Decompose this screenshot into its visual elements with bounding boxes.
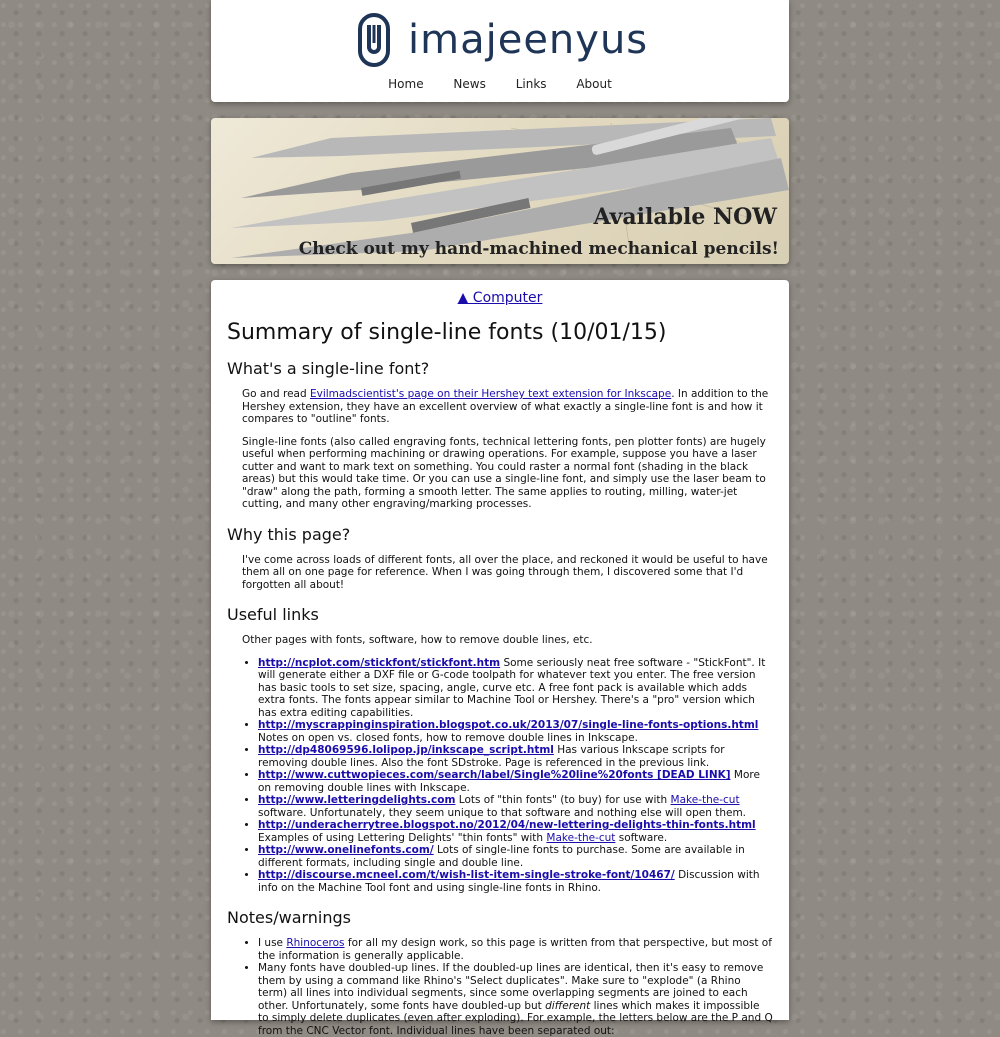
banner-subtitle: Check out my hand-machined mechanical pencils!	[298, 239, 779, 259]
text: Examples of using Lettering Delights' "thin fonts" with	[258, 831, 547, 844]
link-url[interactable]: http://ncplot.com/stickfont/stickfont.htm	[258, 656, 501, 669]
text: Has various Inkscape scripts for removing double lines. Also the font SDstroke. Page is referenced in the previous link.	[258, 744, 725, 769]
text: software. Unfortunately, they seem unique to that software and nothing else will open them.	[258, 806, 747, 819]
text: I use	[258, 937, 287, 949]
link-url[interactable]: http://www.cuttwopieces.com/search/label/Single%20line%20fonts [DEAD LINK]	[258, 769, 731, 781]
text: Discussion with info on the Machine Tool font and using single-line fonts in Rhino.	[258, 869, 760, 894]
text: Some seriously neat free software - "StickFont". It will generate either a DXF file or G-code toolpath for whatever text you enter. The free version has basic tools to set size, spacing, angle, curve etc. A free font pack is available which adds extra fonts. The fonts appear similar to Machine Tool or Hershey. There's a "pro" version which has extra editing capabilities.	[258, 656, 766, 719]
logo-text: imajeenyus	[408, 17, 649, 63]
main-content	[211, 280, 789, 1037]
text: Notes on open vs. closed fonts, how to remove double lines in Inkscape.	[258, 731, 638, 744]
make-the-cut-link[interactable]: Make-the-cut	[670, 794, 740, 806]
link-url[interactable]: http://underacherrytree.blogspot.no/2012/04/new-lettering-delights-thin-fonts.html	[258, 819, 756, 831]
paragraph: Single-line fonts (also called engraving fonts, technical lettering fonts, pen plotter fonts) are hugely useful when performing machining or drawing operations. For example, suppose you have a laser cutter and want to mark text on something. You could raster a normal font (shading in the black areas) but this would take time. Or you can use a single-line font, and simply use the laser beam to "draw" along the path, forming a smooth letter. The same applies to routing, milling, water-jet cutting, and many other engraving/marking processes.	[242, 435, 766, 510]
site-header	[211, 0, 789, 102]
main-nav	[211, 77, 789, 91]
section-heading: Notes/warnings	[227, 908, 352, 927]
paragraph: I've come across loads of different fonts, all over the place, and reckoned it would be useful to have them all on one page for reference. When I was going through them, I discovered some that I'd forgotten all about!	[242, 553, 768, 591]
text: . In addition to the Hershey extension, they have an excellent overview of what exactly a single-line font is and how it compares to "outline" fonts.	[242, 388, 769, 425]
text: software.	[615, 831, 668, 844]
list-item	[258, 844, 773, 869]
notes-list	[242, 937, 773, 1037]
nav-links[interactable]: Links	[515, 77, 547, 91]
text: Go and read	[242, 388, 310, 400]
nav-about[interactable]: About	[576, 77, 612, 91]
list-item	[258, 769, 773, 794]
page-title: Summary of single-line fonts (10/01/15)	[227, 320, 667, 345]
up-computer-link[interactable]: ▲ Computer	[457, 290, 543, 306]
parent-breadcrumb	[211, 290, 789, 306]
logo-icon	[358, 13, 390, 67]
list-item	[258, 819, 773, 844]
text: Lots of "thin fonts" (to buy) for use with	[455, 794, 671, 806]
promo-banner[interactable]	[211, 118, 789, 264]
text: for all my design work, so this page is written from that perspective, but most of the information is generally applicable.	[258, 937, 772, 962]
paragraph: Other pages with fonts, software, how to remove double lines, etc.	[242, 634, 593, 646]
nav-home[interactable]: Home	[388, 77, 424, 91]
evilmadscientist-link[interactable]: Evilmadscientist's page on their Hershey text extension for Inkscape	[309, 388, 672, 400]
list-item	[258, 869, 773, 894]
list-item	[258, 937, 773, 962]
link-url[interactable]: http://discourse.mcneel.com/t/wish-list-item-single-stroke-font/10467/	[258, 869, 675, 881]
list-item	[258, 657, 773, 720]
rhinoceros-link[interactable]: Rhinoceros	[286, 937, 345, 949]
list-item	[258, 719, 773, 744]
link-url[interactable]: http://myscrappinginspiration.blogspot.co.uk/2013/07/single-line-fonts-options.html	[258, 719, 759, 731]
section-heading: Why this page?	[227, 524, 351, 544]
list-item	[258, 744, 773, 769]
link-url[interactable]: http://dp48069596.lolipop.jp/inkscape_script.html	[258, 744, 554, 756]
list-item	[258, 794, 773, 819]
nav-news[interactable]: News	[453, 77, 486, 91]
text: Many fonts have doubled-up lines. If the doubled-up lines are identical, then it's easy to remove them by using a command like Rhino's "Select duplicates". Make sure to "explode" (a Rhino term) all lines into individual segments, since some overlapping segments are joined to each other. Unfortunately, some fonts have doubled-up but	[258, 962, 764, 1012]
text: Lots of single-line fonts to purchase. Some are available in different formats, including single and double line.	[258, 844, 745, 869]
text: More on removing double lines with Inkscape.	[258, 769, 760, 794]
useful-links-list	[242, 657, 773, 895]
section-heading: Useful links	[227, 605, 319, 624]
banner-title: Available NOW	[593, 204, 777, 230]
emphasis: different	[545, 999, 591, 1012]
make-the-cut-link[interactable]: Make-the-cut	[546, 831, 616, 844]
site-logo[interactable]	[358, 13, 648, 67]
section-heading: What's a single-line font?	[227, 359, 430, 378]
link-url[interactable]: http://www.onelinefonts.com/	[258, 844, 434, 856]
link-url[interactable]: http://www.letteringdelights.com	[258, 794, 456, 806]
paragraph	[242, 388, 773, 426]
text: lines which makes it impossible to simply delete duplicates (even after exploding). For example, the letters below are the P and Q from the CNC Vector font. Individual lines have been separated out:	[258, 999, 773, 1037]
